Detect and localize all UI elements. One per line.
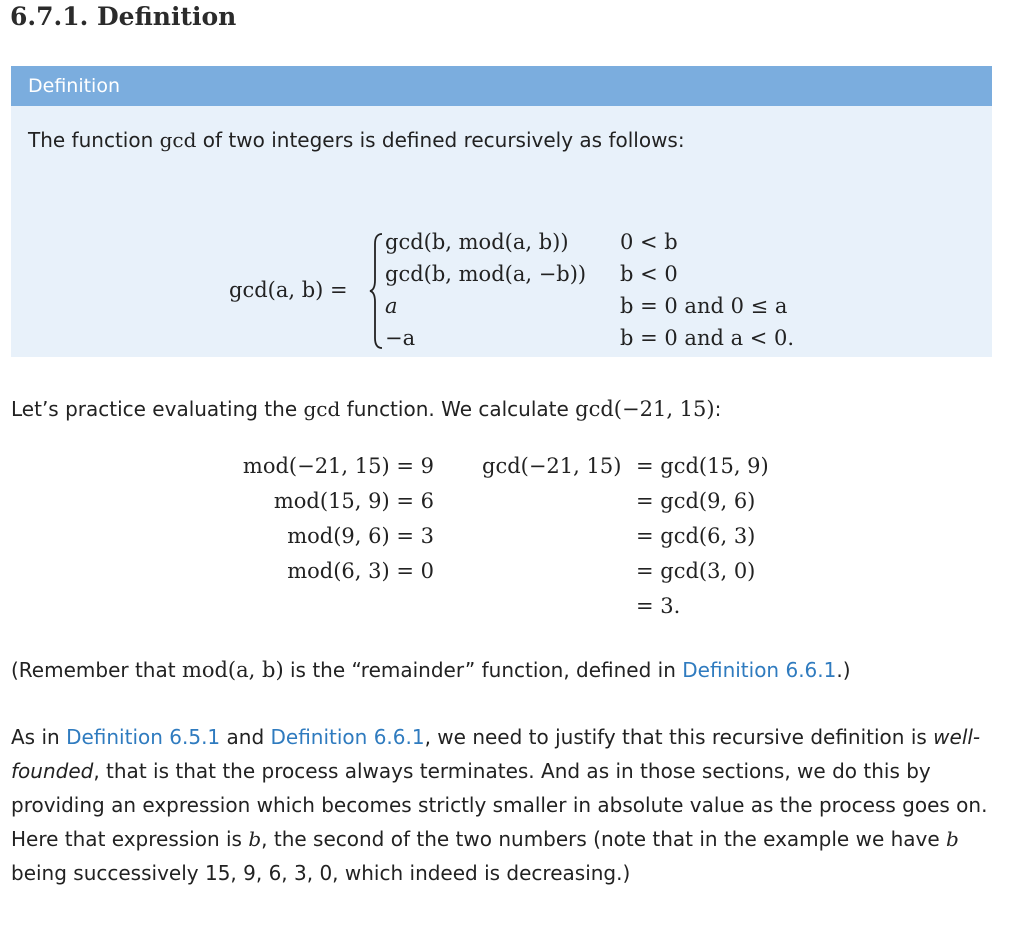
- final-line-1: As in Definition 6.5.1 and Definition 6.6.1, we need to justify that this recursive definition is well-: [11, 725, 981, 749]
- case-expr-2: gcd(b, mod(a, −b)): [385, 262, 587, 286]
- gcd-step: = gcd(6, 3): [636, 524, 756, 548]
- mod-step: mod(9, 6) = 3: [287, 524, 434, 548]
- definition-intro: The function gcd of two integers is defined recursively as follows:: [28, 128, 685, 152]
- mod-step: mod(−21, 15) = 9: [242, 454, 434, 478]
- final-line-4: Here that expression is b, the second of the two numbers (note that in the example we have b: [11, 827, 959, 851]
- case-cond-2: b < 0: [620, 262, 678, 286]
- gcd-lhs: gcd(a, b) =: [229, 278, 348, 302]
- gcd-step: = 3.: [636, 594, 681, 618]
- case-expr-4: −a: [385, 326, 416, 350]
- final-line-5: being successively 15, 9, 6, 3, 0, which indeed is decreasing.): [11, 861, 631, 885]
- gcd-step: = gcd(15, 9): [636, 454, 769, 478]
- practice-paragraph: Let’s practice evaluating the gcd function. We calculate gcd(−21, 15):: [11, 397, 722, 421]
- case-cond-4: b = 0 and a < 0.: [620, 326, 795, 350]
- definition-6-6-1-link[interactable]: Definition 6.6.1: [270, 725, 425, 749]
- cases-brace: [369, 232, 383, 350]
- final-line-3: providing an expression which becomes strictly smaller in absolute value as the process goes on.: [11, 793, 988, 817]
- definition-title: Definition: [11, 66, 992, 106]
- mod-step: mod(15, 9) = 6: [273, 489, 434, 513]
- gcd-step: = gcd(3, 0): [636, 559, 756, 583]
- definition-6-5-1-link[interactable]: Definition 6.5.1: [66, 725, 221, 749]
- section-heading: 6.7.1. Definition: [10, 2, 237, 31]
- definition-body: [11, 106, 992, 357]
- case-cond-3: b = 0 and 0 ≤ a: [620, 294, 788, 318]
- case-expr-1: gcd(b, mod(a, b)): [385, 230, 569, 254]
- case-cond-1: 0 < b: [620, 230, 678, 254]
- definition-box: [11, 66, 992, 357]
- mod-step: mod(6, 3) = 0: [287, 559, 434, 583]
- remember-note: (Remember that mod(a, b) is the “remainder” function, defined in Definition 6.6.1.): [11, 658, 851, 682]
- final-line-2: founded, that is that the process always terminates. And as in those sections, we do this by: [11, 759, 931, 783]
- definition-6-6-1-link[interactable]: Definition 6.6.1: [682, 658, 837, 682]
- gcd-step: = gcd(9, 6): [636, 489, 756, 513]
- case-expr-3: a: [385, 294, 398, 318]
- gcd-first-lhs: gcd(−21, 15): [482, 454, 622, 478]
